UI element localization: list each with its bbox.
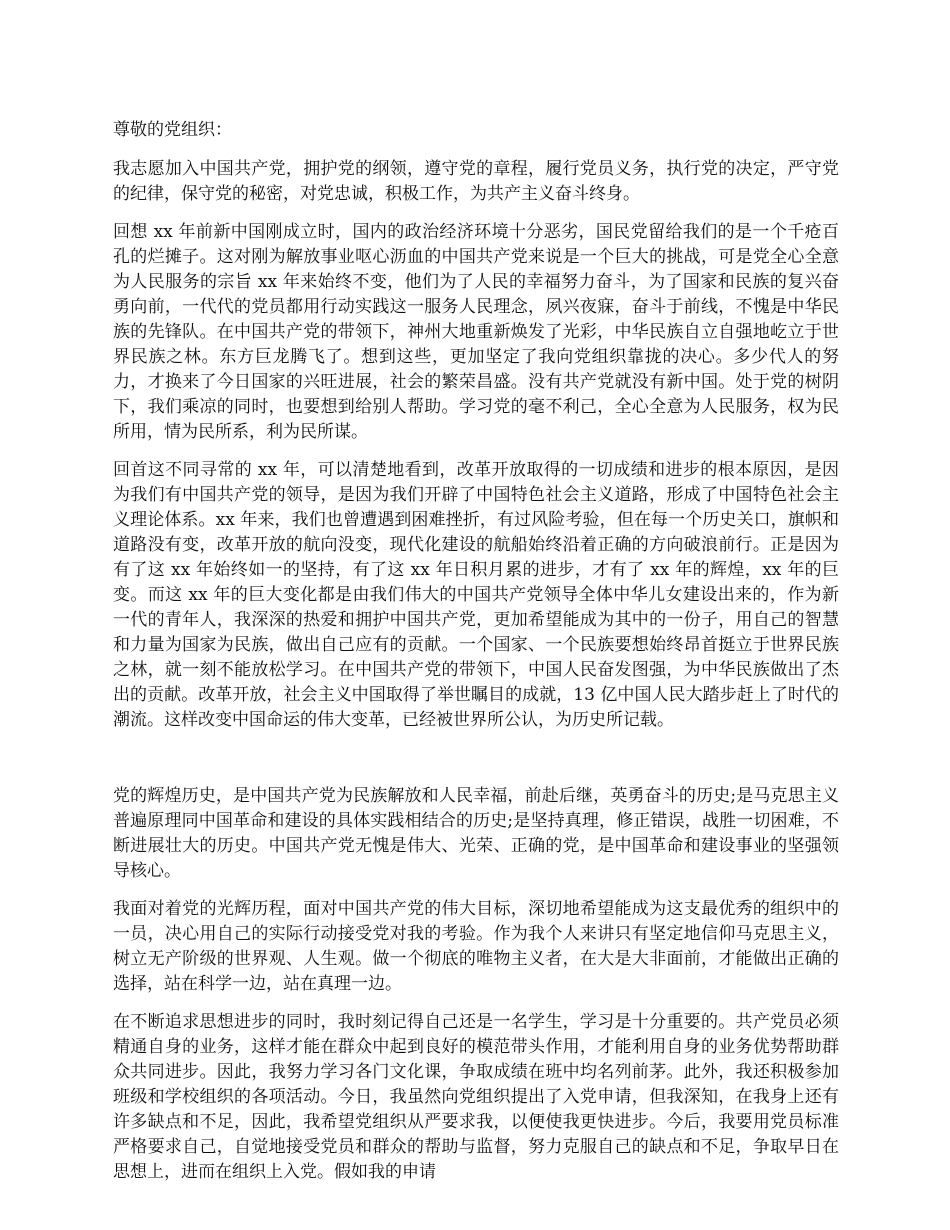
paragraph-4: 党的辉煌历史，是中国共产党为民族解放和人民幸福，前赴后继，英勇奋斗的历史;是马克思主义普遍原理同中国革命和建设的具体实践相结合的历史;是坚持真理，修正错误，战胜一切困难，不断进展壮大的历史。中国共产党无愧是伟大、光荣、正确的党，是中国革命和建设事业的坚强领导核心。 [113, 786, 839, 881]
paragraph-gap [113, 746, 839, 784]
paragraph-2: 回想 xx 年前新中国刚成立时，国内的政治经济环境十分恶劣，国民党留给我们的是一个千疮百孔的烂摊子。这对刚为解放事业呕心沥血的中国共产党来说是一个巨大的挑战，可是党全心全意为人民服务的宗旨 xx 年来始终不变，他们为了人民的幸福努力奋斗，为了国家和民族的复兴奋勇向前，一代代的党员都用行动实践这一服务人民理念，夙兴夜寐，奋斗于前线，不愧是中华民族的先锋队。在中国共产党的带领下，神州大地重新焕发了光彩，中华民族自立自强地屹立于世界民族之林。东方巨龙腾飞了。想到这些，更加坚定了我向党组织靠拢的决心。多少代人的努力，才换来了今日国家的兴旺进展，社会的繁荣昌盛。没有共产党就没有新中国。处于党的树阴下，我们乘凉的同时，也要想到给别人帮助。学习党的毫不利己，全心全意为人民服务，权为民所用，情为民所系，利为民所谋。 [113, 222, 839, 442]
paragraph-6: 在不断追求思想进步的同时，我时刻记得自己还是一名学生，学习是十分重要的。共产党员必须精通自身的业务，这样才能在群众中起到良好的模范带头作用，才能利用自身的业务优势帮助群众共同进步。因此，我努力学习各门文化课，争取成绩在班中均名列前茅。此外，我还积极参加班级和学校组织的各项活动。今日，我虽然向党组织提出了入党申请，但我深知，在我身上还有许多缺点和不足，因此，我希望党组织从严要求我，以便使我更快进步。今后，我要用党员标准严格要求自己，自觉地接受党员和群众的帮助与监督，努力克服自己的缺点和不足，争取早日在思想上，进而在组织上入党。假如我的申请 [113, 1012, 839, 1182]
paragraph-5: 我面对着党的光辉历程，面对中国共产党的伟大目标，深切地希望能成为这支最优秀的组织中的一员，决心用自己的实际行动接受党对我的考验。作为我个人来讲只有坚定地信仰马克思主义，树立无产阶级的世界观、人生观。做一个彻底的唯物主义者，在大是大非面前，才能做出正确的选择，站在科学一边，站在真理一边。 [113, 899, 839, 994]
paragraph-1: 我志愿加入中国共产党，拥护党的纲领，遵守党的章程，履行党员义务，执行党的决定，严守党的纪律，保守党的秘密，对党忠诚，积极工作，为共产主义奋斗终身。 [113, 159, 839, 204]
document-page [113, 118, 839, 1198]
salutation: 尊敬的党组织： [113, 120, 232, 140]
paragraph-3: 回首这不同寻常的 xx 年，可以清楚地看到，改革开放取得的一切成绩和进步的根本原因，是因为我们有中国共产党的领导，是因为我们开辟了中国特色社会主义道路，形成了中国特色社会主义理论体系。xx 年来，我们也曾遭遇到困难挫折，有过风险考验，但在每一个历史关口，旗帜和道路没有变，改革开放的航向没变，现代化建设的航船始终沿着正确的方向破浪前行。正是因为有了这 xx 年始终如一的坚持，有了这 xx 年日积月累的进步，才有了 xx 年的辉煌，xx 年的巨变。而这 xx 年的巨大变化都是由我们伟大的中国共产党领导全体中华儿女建设出来的，作为新一代的青年人，我深深的热爱和拥护中国共产党，更加希望能成为其中的一份子，用自己的智慧和力量为国家为民族，做出自己应有的贡献。一个国家、一个民族要想始终昂首挺立于世界民族之林，就一刻不能放松学习。在中国共产党的带领下，中国人民奋发图强，为中华民族做出了杰出的贡献。改革开放，社会主义中国取得了举世瞩目的成就，13 亿中国人民大踏步赶上了时代的潮流。这样改变中国命运的伟大变革，已经被世界所公认，为历史所记载。 [113, 460, 839, 730]
